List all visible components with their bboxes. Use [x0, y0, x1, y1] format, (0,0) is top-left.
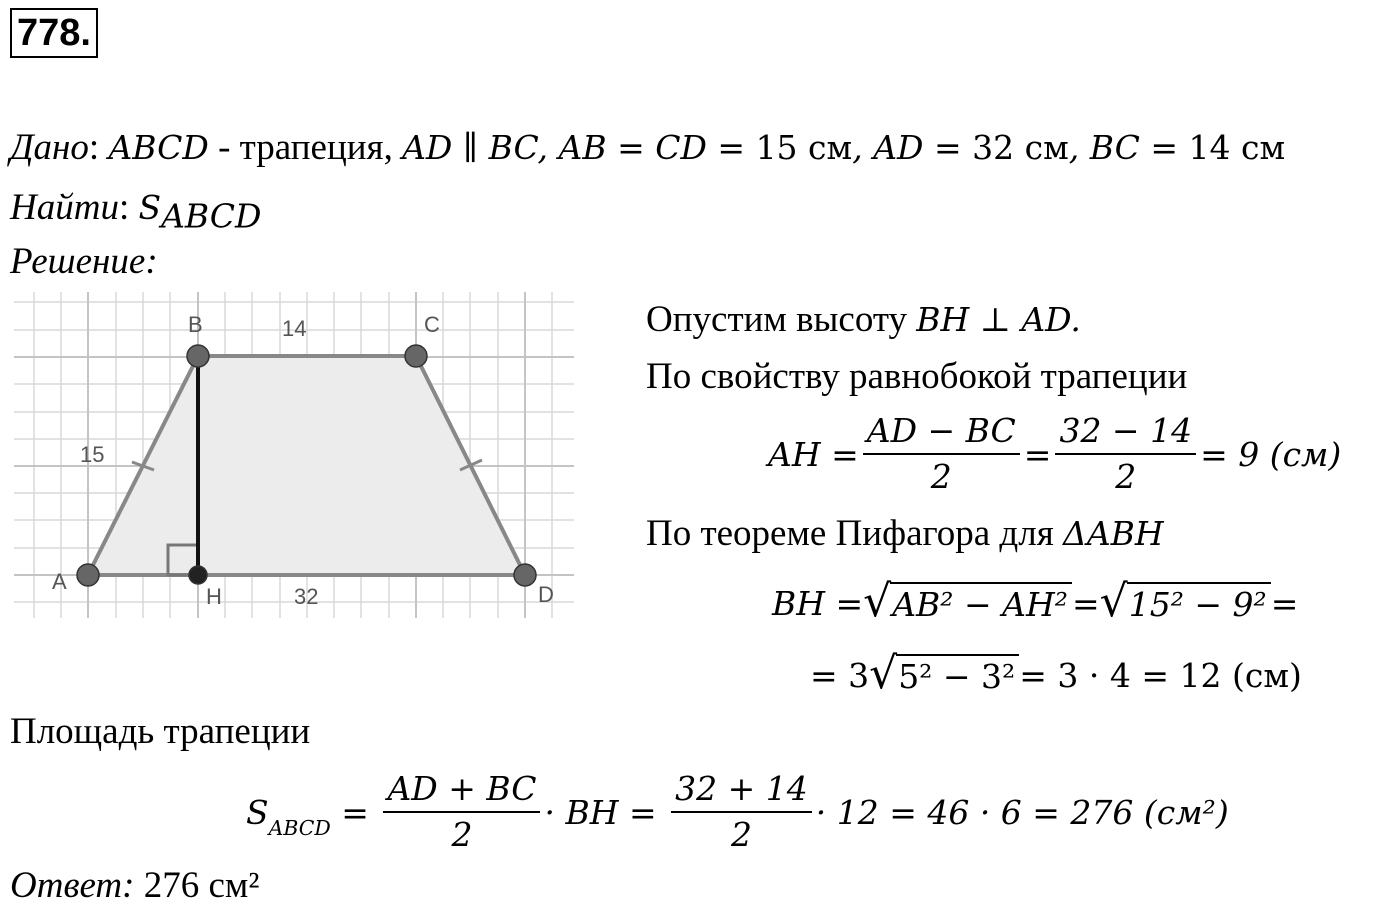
given-dash-text: - трапеция,	[218, 127, 393, 168]
find-line: Найти: $S_{ABCD}$	[10, 187, 262, 236]
area-lhs-sub: ABCD	[268, 816, 331, 840]
step-6-tail: = 3 · 4 = 12 (см)	[1019, 655, 1302, 695]
step-1-text: Опустим высоту	[646, 299, 917, 340]
given-relation: AD ∥ BC, AB = CD =	[402, 128, 756, 167]
ah-fraction-1	[863, 411, 1020, 497]
ah-lhs: AH =	[768, 434, 859, 474]
point-a	[77, 564, 99, 586]
area-fraction-2	[671, 769, 812, 855]
step-4-math: ΔABH	[1062, 514, 1164, 553]
ah-eq: =	[1023, 434, 1052, 474]
radical-icon: √	[863, 576, 892, 627]
step-2: По свойству равнобокой трапеции	[646, 356, 1188, 397]
find-label: Найти	[10, 187, 119, 228]
bh-sqrt-2	[1099, 576, 1271, 627]
area-num-2: 32 + 14	[671, 769, 812, 813]
given-bc-value: 14 см	[1188, 128, 1286, 167]
label-d: D	[538, 582, 554, 607]
bh-sqrt-1	[863, 576, 1072, 627]
step-4-text: По теореме Пифагора для	[646, 513, 1063, 554]
area-lhs: S	[246, 792, 269, 832]
bh-tail: =	[1270, 583, 1299, 623]
area-fraction-1	[383, 769, 540, 855]
area-tail: · 12 = 46 · 6 = 276 (см²)	[815, 792, 1229, 832]
answer-line	[10, 864, 259, 908]
point-c	[405, 345, 427, 367]
bh-rad-2: 15² − 9²	[1127, 582, 1271, 624]
step-1-math: BH ⊥ AD.	[916, 300, 1081, 339]
area-mid: · BH =	[544, 792, 668, 832]
find-target-sub: ABCD	[161, 196, 262, 236]
bh-rad-1: AB² − AH²	[890, 582, 1072, 624]
given-bc-expr: BC =	[1089, 128, 1189, 167]
given-ab-value: 15 см	[755, 128, 853, 167]
step-6-pre: = 3	[810, 655, 870, 695]
given-figure: ABCD	[108, 128, 209, 167]
solution-label: Решение:	[10, 241, 158, 282]
area-den-1: 2	[451, 815, 473, 854]
step-6-rad: 5² − 3²	[896, 654, 1019, 696]
step-4	[646, 512, 1164, 556]
ah-den-1: 2	[930, 457, 952, 496]
label-b: B	[188, 312, 203, 337]
label-h: H	[206, 584, 222, 609]
trapezoid-figure	[14, 292, 574, 618]
radical-icon: √	[1099, 576, 1128, 627]
side-label-ab: 15	[80, 442, 105, 467]
bh-eq: =	[1072, 583, 1100, 623]
step-5-formula	[772, 576, 1298, 630]
problem-number: 778.	[10, 8, 98, 58]
given-label: Дано	[10, 127, 89, 168]
given-ad-expr: AD =	[873, 128, 973, 167]
area-eq-1: =	[330, 792, 380, 832]
step-6-formula	[810, 648, 1302, 702]
ah-num-2: 32 − 14	[1055, 411, 1196, 455]
area-formula	[246, 766, 1229, 858]
ah-fraction-2	[1055, 411, 1196, 497]
ah-num-1: AD − BC	[863, 411, 1020, 455]
step-3-formula	[768, 408, 1341, 500]
given-line: Дано: ABCD - трапеция, AD ∥ BC, AB = CD = 15 см, AD = 32 см, BC = 14 см	[10, 127, 1286, 168]
label-a: A	[52, 569, 67, 594]
side-label-ad: 32	[294, 584, 319, 609]
point-d	[514, 564, 536, 586]
bh-lhs: BH =	[772, 583, 864, 623]
ah-result: = 9 (см)	[1200, 434, 1342, 474]
find-target: S	[138, 188, 162, 227]
given-ad-value: 32 см	[972, 128, 1069, 167]
answer-label: Ответ:	[10, 865, 135, 906]
side-label-bc: 14	[282, 316, 307, 341]
radical-icon: √	[869, 648, 898, 699]
answer-value: 276 см²	[134, 865, 260, 906]
point-h	[189, 566, 207, 584]
trapezoid-fill	[88, 356, 525, 575]
ah-den-2: 2	[1115, 457, 1137, 496]
label-c: C	[424, 312, 440, 337]
point-b	[187, 345, 209, 367]
area-den-2: 2	[730, 815, 752, 854]
step-1	[646, 298, 1081, 342]
area-num-1: AD + BC	[383, 769, 540, 813]
area-label: Площадь трапеции	[10, 711, 311, 752]
step-6-sqrt	[869, 648, 1019, 699]
